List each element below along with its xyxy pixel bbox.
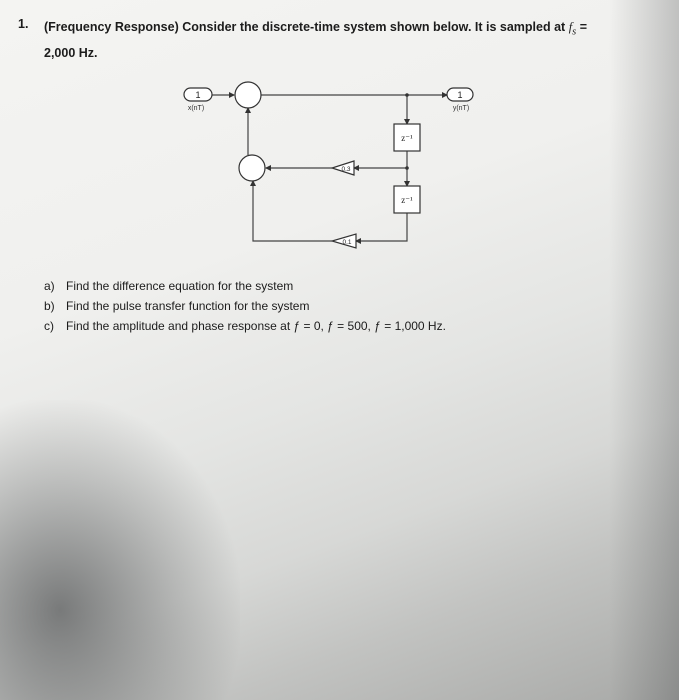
output-port-number: 1 <box>457 90 463 100</box>
part-letter: a) <box>44 279 55 293</box>
delay-block-1-label: z⁻¹ <box>401 133 413 143</box>
output-label: y(nT) <box>452 105 470 112</box>
output-branch-node <box>405 93 409 97</box>
input-port-number: 1 <box>195 90 201 100</box>
part-letter: b) <box>44 299 55 313</box>
gain-block-2-label: 0.1 <box>342 239 352 246</box>
question-number: 1. <box>18 17 29 31</box>
part-text: Find the pulse transfer function for the system <box>66 299 310 313</box>
part-text: Find the difference equation for the system <box>66 279 294 293</box>
delay-block-2-label: z⁻¹ <box>401 195 413 205</box>
sum-block-1 <box>235 82 261 108</box>
gain-block-1-label: 0.3 <box>341 166 351 173</box>
part-text: Find the amplitude and phase response at ƒ = 0, ƒ = 500, ƒ = 1,000 Hz. <box>66 319 446 333</box>
sum-block-2 <box>239 155 265 181</box>
sampling-frequency-symbol: $f_s$ <box>568 20 577 38</box>
signal-line-gain-2-to-adder-2 <box>253 181 332 241</box>
feedback-branch-node <box>405 166 409 170</box>
signal-line-to-gain-2 <box>356 213 407 241</box>
part-letter: c) <box>44 319 54 333</box>
sampling-frequency-value: 2,000 Hz. <box>44 45 98 60</box>
equals-sign: = <box>576 20 588 34</box>
question-text: (Frequency Response) Consider the discrete-time system shown below. It is sampled at <box>44 20 566 34</box>
input-label: x(nT) <box>187 105 205 112</box>
